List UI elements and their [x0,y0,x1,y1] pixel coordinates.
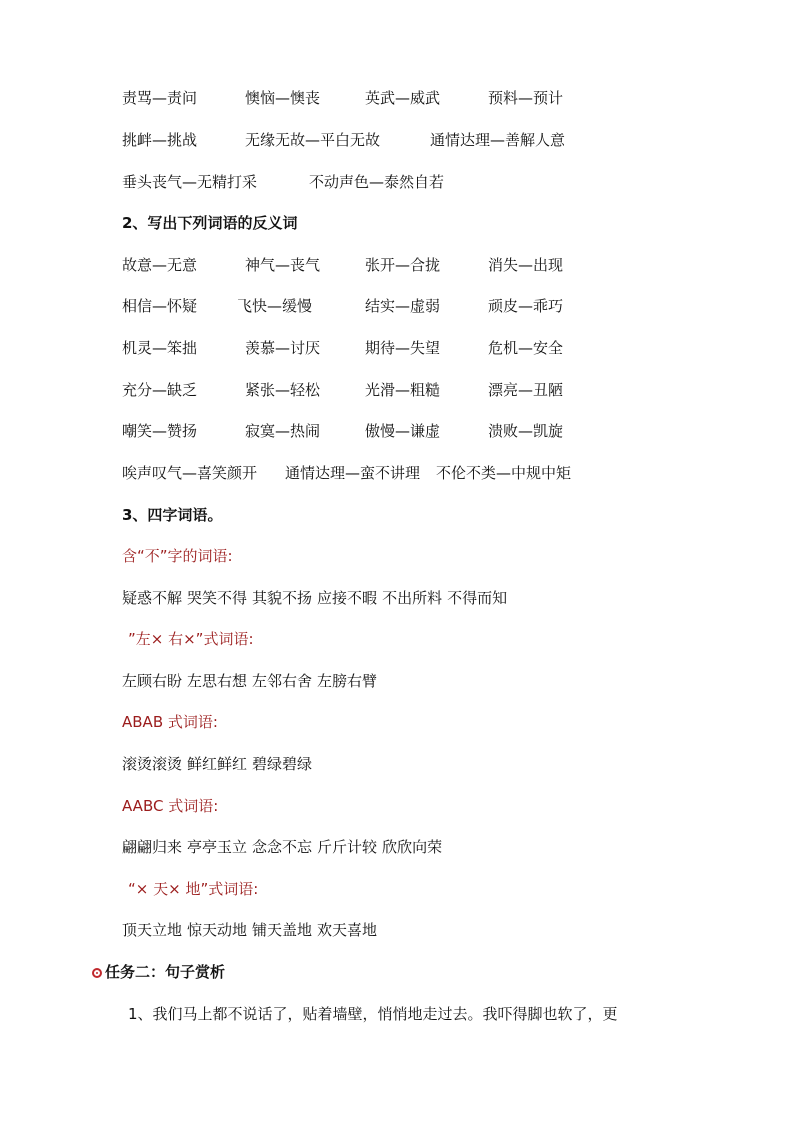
four-char-heading: 3、四字词语。 [122,506,223,524]
idiom: 铺天盖地 [252,921,313,939]
word-pair: 傲慢—谦虚 [365,422,441,440]
word-pair: 无缘无故—平白无故 [245,131,381,149]
idiom: 左膀右臂 [317,672,378,690]
idiom: 惊天动地 [187,921,248,939]
word-pair: 飞快—缓慢 [237,297,313,315]
word-pair: 期待—失望 [365,339,441,357]
word-pair: 通情达理—蛮不讲理 [285,464,421,482]
word-pair: 溃败—凯旋 [488,422,564,440]
idiom: 碧绿碧绿 [252,755,313,773]
word-pair: 神气—丧气 [245,256,321,274]
word-pair: 通情达理—善解人意 [430,131,566,149]
word-list [122,920,382,940]
word-pair: 消失—出现 [488,256,564,274]
idiom: 滚烫滚烫 [122,755,183,773]
word-pair: 不伦不类—中规中矩 [436,464,572,482]
sentence-text: 1、我们马上都不说话了，贴着墙壁，悄悄地走过去。我吓得脚也软了，更 [128,1005,618,1023]
idiom: 斤斤计较 [317,838,378,856]
word-list [122,754,317,774]
idiom: 其貌不扬 [252,589,313,607]
idiom: 疑惑不解 [122,589,183,607]
word-pair: 结实—虚弱 [365,297,441,315]
word-pair: 寂寞—热闹 [245,422,321,440]
idiom: 不出所料 [382,589,443,607]
word-pair: 英武—威武 [365,89,441,107]
word-pair: 垂头丧气—无精打采 [122,173,258,191]
word-pair: 挑衅—挑战 [122,131,198,149]
idiom: 翩翩归来 [122,838,183,856]
word-pair: 充分—缺乏 [122,381,198,399]
category-label: “× 天× 地”式词语: [128,880,259,898]
word-pair: 羡慕—讨厌 [245,339,321,357]
word-pair: 故意—无意 [122,256,198,274]
idiom: 亭亭玉立 [187,838,248,856]
idiom: 欣欣向荣 [382,838,443,856]
word-pair: 责骂—责问 [122,89,198,107]
idiom: 应接不暇 [317,589,378,607]
word-pair: 危机—安全 [488,339,564,357]
circle-bullet-icon [92,968,102,978]
word-pair: 唉声叹气—喜笑颜开 [122,464,258,482]
word-pair: 紧张—轻松 [245,381,321,399]
idiom: 鲜红鲜红 [187,755,248,773]
category-label: 含“不”字的词语: [122,547,233,565]
word-list [122,671,382,691]
idiom: 不得而知 [447,589,508,607]
word-pair: 漂亮—丑陋 [488,381,564,399]
word-pair: 懊恼—懊丧 [245,89,321,107]
word-pair: 预料—预计 [488,89,564,107]
word-pair: 光滑—粗糙 [365,381,441,399]
word-pair: 机灵—笨拙 [122,339,198,357]
idiom: 顶天立地 [122,921,183,939]
idiom: 左邻右舍 [252,672,313,690]
task-heading [92,962,225,982]
word-list [122,588,512,608]
antonyms-heading: 2、写出下列词语的反义词 [122,214,298,232]
word-pair: 相信—怀疑 [122,297,198,315]
idiom: 念念不忘 [252,838,313,856]
task-title: 任务二：句子赏析 [105,963,226,981]
word-pair: 不动声色—泰然自若 [309,173,445,191]
idiom: 欢天喜地 [317,921,378,939]
idiom: 左思右想 [187,672,248,690]
word-list [122,837,447,857]
word-pair: 嘲笑—赞扬 [122,422,198,440]
category-label: AABC 式词语: [122,797,219,815]
word-pair: 张开—合拢 [365,256,441,274]
idiom: 哭笑不得 [187,589,248,607]
category-label: ”左× 右×”式词语: [128,630,254,648]
category-label: ABAB 式词语: [122,713,218,731]
word-pair: 顽皮—乖巧 [488,297,564,315]
idiom: 左顾右盼 [122,672,183,690]
